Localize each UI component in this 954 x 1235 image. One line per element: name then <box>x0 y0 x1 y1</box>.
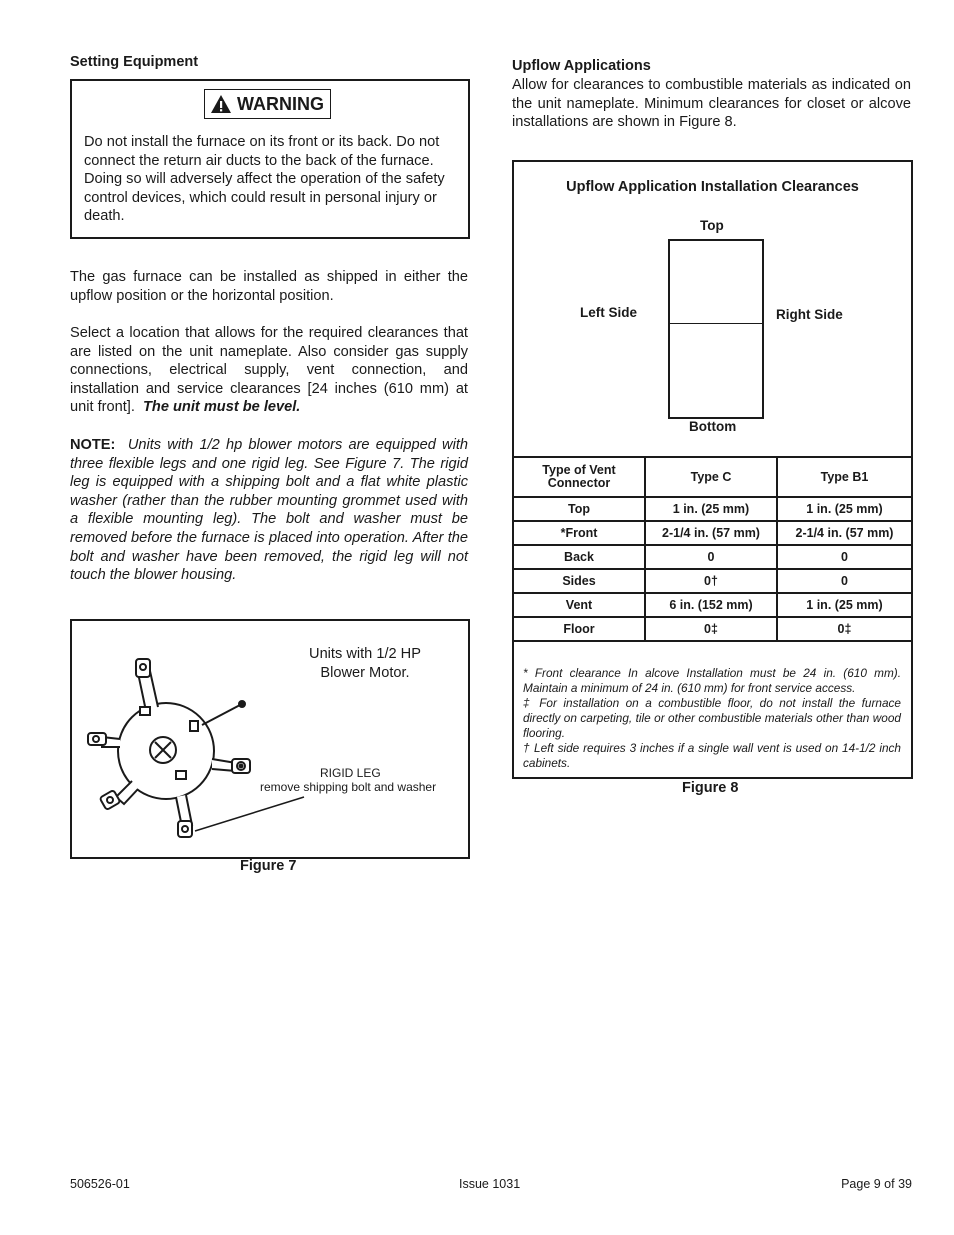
level-emphasis: The unit must be level. <box>143 399 301 416</box>
table-cell: Back <box>514 545 645 569</box>
location-text: Select a location that allows for the required clearances that are listed on the unit nameplate. Also consider gas supply connections, electrical supply, vent connection, and installation and service clearances [24 inches (610 mm) at unit front]. <box>70 325 468 416</box>
table-cell: 1 in. (25 mm) <box>777 497 911 521</box>
figure-7-caption: Figure 7 <box>240 858 297 874</box>
table-row <box>514 521 911 545</box>
table-row <box>514 593 911 617</box>
diagram-left-side-label: Left Side <box>580 305 638 320</box>
upflow-text: Allow for clearances to combustible materials as indicated on the unit nameplate. Minimum clearances for closet or alcove installations are shown in Figure 8. <box>512 77 911 131</box>
table-cell: Vent <box>514 593 645 617</box>
blower-motor-legs-drawing <box>72 621 468 857</box>
table-cell: 2-1/4 in. (57 mm) <box>645 521 777 545</box>
table-cell: 2-1/4 in. (57 mm) <box>777 521 911 545</box>
table-header-row <box>514 457 911 497</box>
table-cell: 0‡ <box>645 617 777 641</box>
table-cell: 0† <box>645 569 777 593</box>
table-cell: *Front <box>514 521 645 545</box>
warning-box <box>70 79 470 239</box>
note-label: NOTE: <box>70 437 116 453</box>
table-cell: 0‡ <box>777 617 911 641</box>
diagram-bottom-label: Bottom <box>689 419 737 434</box>
table-row <box>514 497 911 521</box>
table-header-cell: Type B1 <box>777 457 911 497</box>
table-cell: Top <box>514 497 645 521</box>
diagram-right-side-label: Right Side <box>776 307 843 322</box>
page-number: Page 9 of 39 <box>841 1177 912 1191</box>
table-cell: Floor <box>514 617 645 641</box>
figure-7-box <box>70 619 470 859</box>
note-text: Units with 1/2 hp blower motors are equipped with three flexible legs and one rigid leg. See Figure 7. The rigid leg is equipped with a shipping bolt and a flat white plastic washer (rather than the rubber mounting grommet used with a flexible mounting leg). The bolt and washer must be removed before the furnace is placed into operation. After the bolt and washer have been removed, the rigid leg will not touch the blower housing. <box>70 437 468 584</box>
note-paragraph <box>70 436 468 585</box>
figure-8-box <box>512 160 913 779</box>
table-cell: 0 <box>645 545 777 569</box>
diagram-top-label: Top <box>700 218 724 233</box>
table-cell: 6 in. (152 mm) <box>645 593 777 617</box>
upflow-heading: Upflow Applications <box>512 58 651 74</box>
table-cell: 1 in. (25 mm) <box>777 593 911 617</box>
install-position-text: The gas furnace can be installed as shipped in either the upflow position or the horizontal position. <box>70 269 468 304</box>
note-left-side: † Left side requires 3 inches if a single wall vent is used on 14-1/2 inch cabinets. <box>523 741 901 770</box>
figure-8-title: Upflow Application Installation Clearances <box>566 179 859 195</box>
table-cell: Sides <box>514 569 645 593</box>
warning-text: Do not install the furnace on its front or its back. Do not connect the return air ducts to the back of the furnace. Doing so will adversely affect the operation of the safety control devices, which could result in personal injury or death. <box>84 134 445 225</box>
figure-7-title-line2: Blower Motor. <box>320 665 410 681</box>
setting-equipment-heading: Setting Equipment <box>70 54 199 70</box>
warning-triangle-icon <box>210 94 232 114</box>
upflow-paragraph <box>512 76 911 132</box>
remove-bolt-note: remove shipping bolt and washer <box>260 780 437 794</box>
figure-7-title-line1: Units with 1/2 HP <box>309 646 421 662</box>
table-cell: 1 in. (25 mm) <box>645 497 777 521</box>
cabinet-divider <box>670 323 762 324</box>
warning-label <box>204 89 331 119</box>
table-row <box>514 545 911 569</box>
figure-8-caption: Figure 8 <box>682 780 739 796</box>
furnace-cabinet-diagram <box>668 239 764 419</box>
table-row <box>514 617 911 641</box>
clearance-table <box>514 456 911 642</box>
install-position-paragraph <box>70 268 468 305</box>
issue-number: Issue 1031 <box>459 1177 521 1191</box>
note-combustible-floor: ‡ For installation on a combustible floor, do not install the furnace directly on carpeting, tile or other combustible materials other than wood flooring. <box>523 696 901 740</box>
location-paragraph <box>70 324 468 417</box>
rigid-leg-label: RIGID LEG <box>320 766 381 780</box>
table-cell: 0 <box>777 545 911 569</box>
figure-8-notes <box>523 666 901 771</box>
note-front-clearance: * Front clearance In alcove Installation must be 24 in. (610 mm). Maintain a minimum of 24 in. (610 mm) for front service access. <box>523 666 901 695</box>
table-row <box>514 569 911 593</box>
warning-label-text: WARNING <box>237 93 324 114</box>
table-header-cell: Type of Vent Connector <box>514 457 645 497</box>
doc-number: 506526-01 <box>70 1177 130 1191</box>
table-header-cell: Type C <box>645 457 777 497</box>
table-cell: 0 <box>777 569 911 593</box>
